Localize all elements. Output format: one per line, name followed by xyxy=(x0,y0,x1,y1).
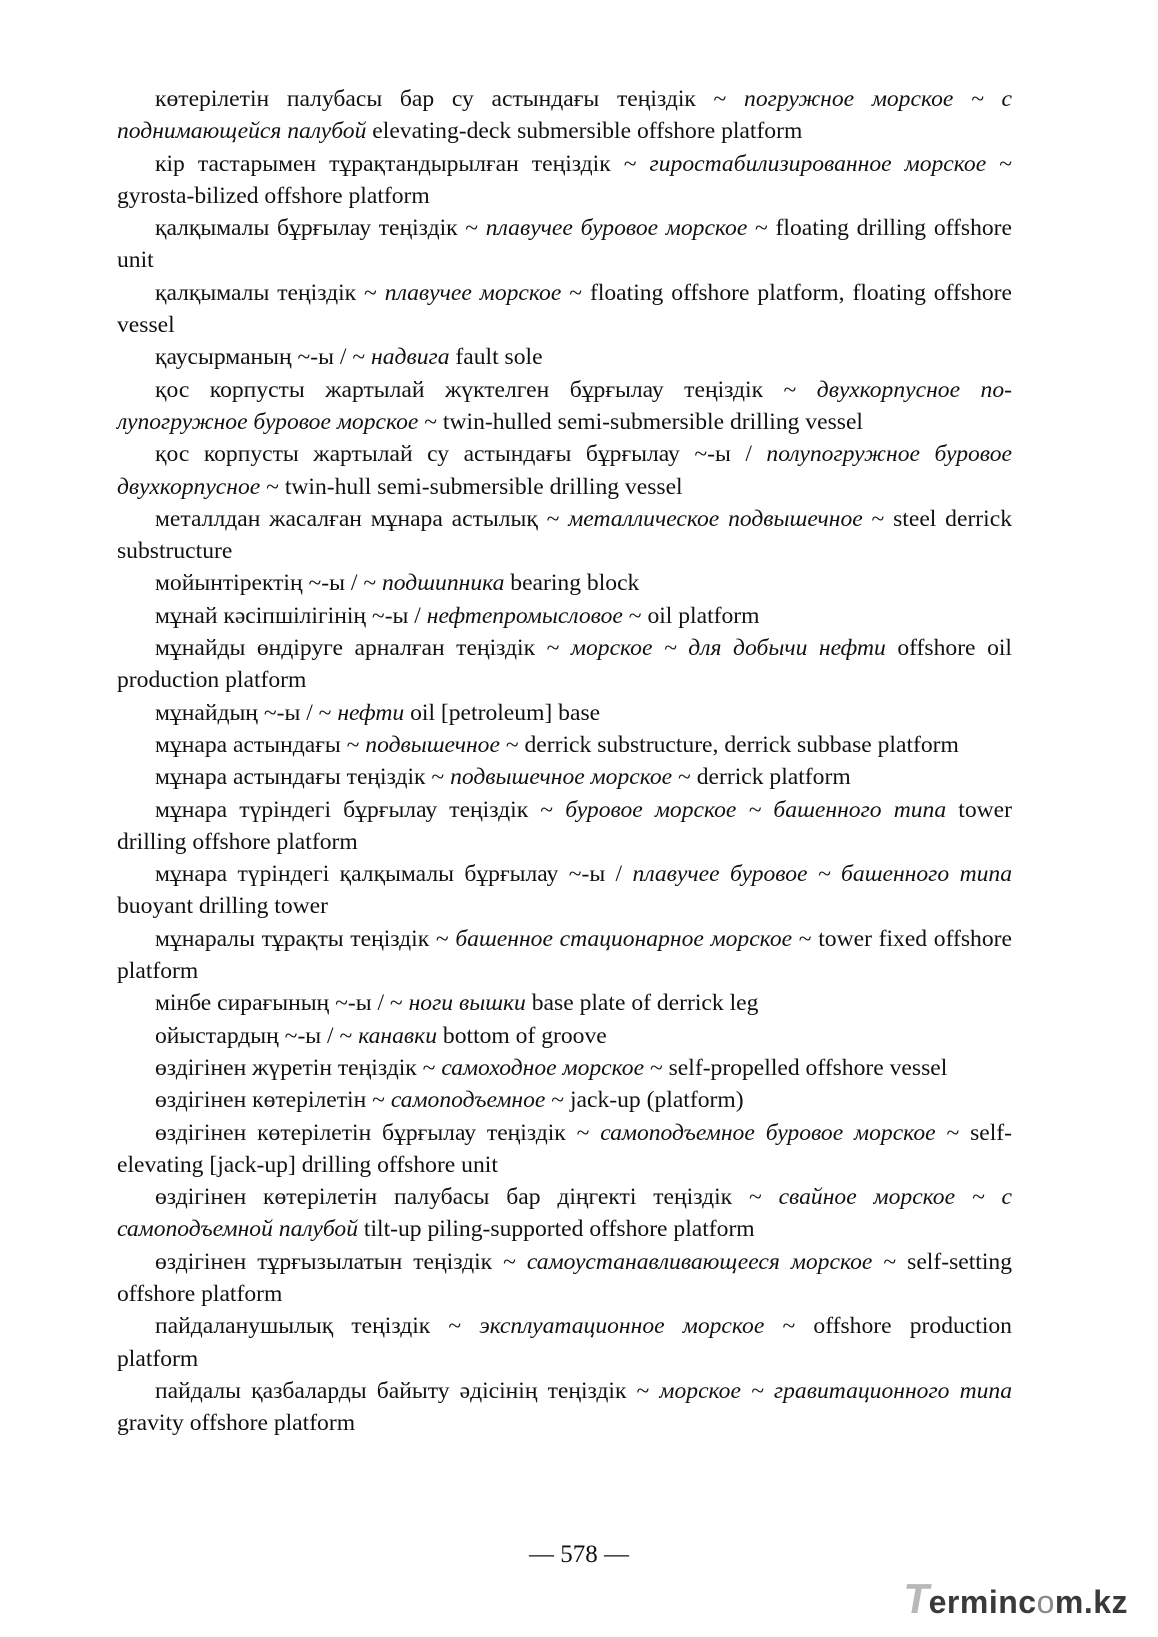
dictionary-entry xyxy=(117,794,1012,859)
entry-russian-term: самоподъемное xyxy=(390,1087,546,1114)
entry-kazakh-term: мойынтіректің ~-ы / ~ xyxy=(155,570,382,597)
entry-english-term: ~ twin-hull semi-submersible drilling vessel xyxy=(260,473,683,500)
dictionary-entry xyxy=(117,632,1012,697)
entry-english-term: ~ self-setting offshore platform xyxy=(117,1248,1012,1307)
dictionary-entry xyxy=(117,83,1012,148)
entry-english-term: ~ gyrosta-bilized offshore platform xyxy=(117,150,1012,209)
entry-english-term: oil [petroleum] base xyxy=(404,699,601,726)
dictionary-entry xyxy=(117,212,1012,277)
entry-russian-term: металлическое подвышечное xyxy=(568,505,863,532)
entry-english-term: gravity offshore platform xyxy=(117,1410,356,1437)
dictionary-entry xyxy=(117,697,1012,729)
dictionary-entry xyxy=(117,761,1012,793)
entry-russian-term: самоустанавливающееся морское xyxy=(526,1248,873,1275)
entry-kazakh-term: өздігінен көтерілетін бұрғылау теңіздік ~ xyxy=(155,1119,601,1146)
entry-english-term: fault sole xyxy=(449,344,543,371)
dictionary-entry xyxy=(117,923,1012,988)
entry-russian-term: плавучее буровое морское xyxy=(485,215,748,242)
dictionary-entry xyxy=(117,1181,1012,1246)
entry-english-term: elevating-deck submersible offshore platform xyxy=(366,118,803,145)
entry-russian-term: плавучее морское xyxy=(384,279,562,306)
dictionary-entry xyxy=(117,600,1012,632)
entry-russian-term: самоподъемное буровое морское xyxy=(600,1119,936,1146)
entry-russian-term: буровое морское ~ башенного типа xyxy=(565,796,947,823)
entry-russian-term: подвышечное морское xyxy=(450,764,673,791)
entry-kazakh-term: қалқымалы бұрғылау теңіздік ~ xyxy=(155,215,486,242)
entry-english-term: ~ steel derrick substructure xyxy=(117,505,1012,565)
dictionary-entry xyxy=(117,858,1012,923)
entry-kazakh-term: ойыстардың ~-ы / ~ xyxy=(155,1022,359,1049)
entry-english-term: tilt-up piling-supported offshore platform xyxy=(358,1216,755,1243)
entry-russian-term: эксплуатационное морское xyxy=(479,1313,765,1340)
dictionary-entry xyxy=(117,1246,1012,1311)
dictionary-entry xyxy=(117,438,1012,503)
entry-kazakh-term: мінбе сирағының ~-ы / ~ xyxy=(155,990,409,1017)
dictionary-entry xyxy=(117,277,1012,342)
dictionary-entry xyxy=(117,374,1012,439)
entry-english-term: tower drilling offshore platform xyxy=(117,796,1012,855)
dictionary-entry xyxy=(117,1375,1012,1440)
entry-kazakh-term: мұнайдың ~-ы / ~ xyxy=(155,699,338,726)
entry-russian-term: морское ~ гравитационного типа xyxy=(659,1377,1012,1404)
entry-english-term: bottom of groove xyxy=(437,1022,607,1049)
entry-english-term: ~ floating drilling offshore unit xyxy=(117,215,1013,274)
entry-english-term: ~ oil platform xyxy=(622,602,760,629)
entry-russian-term: подвышечное xyxy=(365,731,500,758)
dictionary-entry xyxy=(117,1052,1012,1084)
entry-kazakh-term: мұнара түріндегі бұрғылау теңіздік ~ xyxy=(155,796,566,823)
entry-russian-term: свайное морское ~ с самоподъемной палубой xyxy=(117,1184,1012,1243)
watermark-part: m.kz xyxy=(1054,1584,1128,1620)
entry-english-term: ~ derrick platform xyxy=(672,764,851,791)
termincom-watermark-logo xyxy=(900,1575,1128,1623)
entry-kazakh-term: көтерілетін палубасы бар су астындағы теңіздік ~ xyxy=(155,86,745,112)
entry-english-term: ~ floating offshore platform, floating offshore vessel xyxy=(117,279,1012,339)
entry-kazakh-term: пайдаланушылық теңіздік ~ xyxy=(155,1313,480,1340)
entry-kazakh-term: өздігінен көтерілетін палубасы бар діңгекті теңіздік ~ xyxy=(155,1184,779,1211)
entry-russian-term: гиростабилизированное морское xyxy=(649,150,987,177)
entry-russian-term: канавки xyxy=(358,1022,438,1049)
dictionary-entry xyxy=(117,503,1012,568)
entry-english-term: ~ tower fixed offshore platform xyxy=(117,925,1012,985)
entry-russian-term: двухкорпусное полупогружное буровое морское xyxy=(117,376,1012,435)
entry-russian-term: башенное стационарное морское xyxy=(455,925,793,952)
entry-kazakh-term: мұнай кәсіпшілігінің ~-ы / xyxy=(155,602,427,629)
dictionary-entry xyxy=(117,341,1012,373)
entry-russian-term: плавучее буровое ~ башенного типа xyxy=(632,861,1012,888)
dictionary-entry xyxy=(117,567,1012,599)
dictionary-entries xyxy=(117,83,1012,1439)
entry-russian-term: нефтепромысловое xyxy=(426,602,623,629)
entry-kazakh-term: қос корпусты жартылай жүктелген бұрғылау теңіздік ~ xyxy=(155,376,817,403)
entry-russian-term: нефти xyxy=(337,699,405,726)
entry-english-term: offshore oil production platform xyxy=(117,635,1012,694)
entry-english-term: ~ jack-up (platform) xyxy=(545,1087,744,1114)
dictionary-entry xyxy=(117,1084,1012,1116)
entry-kazakh-term: өздігінен көтерілетін ~ xyxy=(155,1087,391,1114)
entry-kazakh-term: пайдалы қазбаларды байыту әдісінің теңіздік ~ xyxy=(155,1377,660,1404)
dictionary-entry xyxy=(117,987,1012,1019)
dictionary-entry xyxy=(117,1117,1012,1182)
watermark-part: erminc xyxy=(928,1584,1037,1620)
entry-russian-term: надвига xyxy=(371,344,450,371)
entry-english-term: ~ self-elevating [jack-up] drilling offshore unit xyxy=(117,1119,1012,1178)
entry-kazakh-term: мұнара түріндегі қалқымалы бұрғылау ~-ы / xyxy=(155,861,633,888)
entry-kazakh-term: өздігінен жүретін теңіздік ~ xyxy=(155,1054,442,1081)
page-number: — 578 — xyxy=(529,1541,629,1568)
entry-english-term: base plate of derrick leg xyxy=(525,990,759,1017)
watermark-t: T xyxy=(900,1575,935,1622)
entry-russian-term: подшипника xyxy=(382,570,505,597)
entry-russian-term: полупогружное буровое двухкорпусное xyxy=(117,441,1012,500)
entry-english-term: ~ self-propelled offshore vessel xyxy=(644,1054,948,1081)
entry-kazakh-term: кір тастарымен тұрақтандырылған теңіздік ~ xyxy=(155,150,650,177)
entry-russian-term: ноги вышки xyxy=(408,990,526,1017)
entry-english-term: buoyant drilling tower xyxy=(117,893,328,920)
dictionary-entry xyxy=(117,1020,1012,1052)
entry-kazakh-term: қаусырманың ~-ы / ~ xyxy=(155,344,372,371)
entry-english-term: ~ offshore production platform xyxy=(117,1313,1012,1372)
entry-english-term: ~ derrick substructure, derrick subbase platform xyxy=(499,731,959,758)
entry-russian-term: погружное морское ~ с поднимающейся палубой xyxy=(117,86,1012,145)
magnifier-icon: o xyxy=(1036,1584,1055,1620)
entry-russian-term: самоходное морское xyxy=(441,1054,645,1081)
entry-kazakh-term: мұнайды өндіруге арналған теңіздік ~ xyxy=(155,635,571,662)
entry-kazakh-term: мұнара астындағы ~ xyxy=(155,731,366,758)
entry-english-term: ~ twin-hulled semi-submersible drilling vessel xyxy=(418,408,863,435)
entry-kazakh-term: мұнаралы тұрақты теңіздік ~ xyxy=(155,925,456,952)
entry-kazakh-term: металлдан жасалған мұнара астылық ~ xyxy=(155,505,569,532)
entry-kazakh-term: қос корпусты жартылай су астындағы бұрғылау ~-ы / xyxy=(155,441,767,468)
entry-kazakh-term: өздігінен тұрғызылатын теңіздік ~ xyxy=(155,1248,527,1275)
dictionary-entry xyxy=(117,729,1012,761)
entry-english-term: bearing block xyxy=(504,570,640,597)
entry-russian-term: морское ~ для добычи нефти xyxy=(570,635,886,662)
entry-kazakh-term: қалқымалы теңіздік ~ xyxy=(155,279,385,306)
dictionary-entry xyxy=(117,1310,1012,1375)
entry-kazakh-term: мұнара астындағы теңіздік ~ xyxy=(155,764,451,791)
dictionary-entry xyxy=(117,148,1012,213)
